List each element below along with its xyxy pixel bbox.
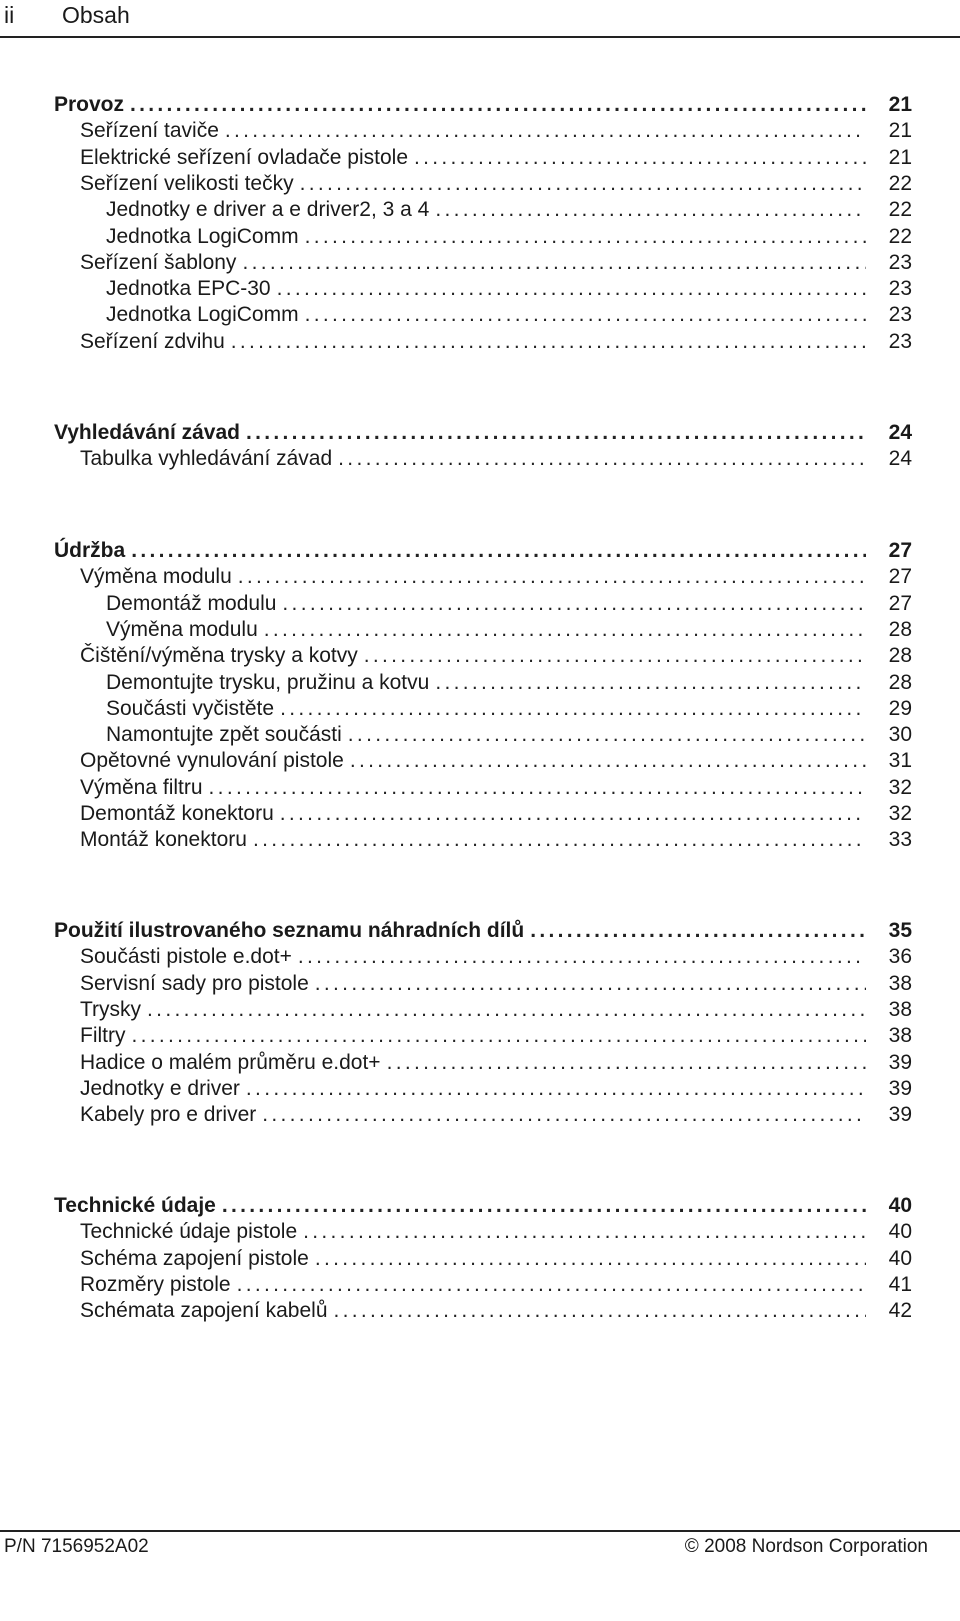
toc-page-number: 35 [888, 919, 912, 942]
toc-entry-label: Servisní sady pro pistole [80, 971, 309, 995]
dot-leader [253, 827, 866, 853]
toc-entry-label: Opětovné vynulování pistole [80, 749, 344, 773]
toc-entry[interactable] [80, 145, 912, 171]
dot-leader [282, 591, 866, 617]
dot-leader [348, 722, 866, 748]
toc-entry-label: Technické údaje [54, 1194, 216, 1217]
toc-entry-label: Seřízení taviče [80, 119, 219, 143]
toc-entry[interactable] [106, 276, 912, 302]
toc-entry-label: Hadice o malém průměru e.dot+ [80, 1050, 381, 1074]
toc-entry[interactable] [80, 1102, 912, 1128]
dot-leader [231, 329, 866, 355]
dot-leader [435, 197, 866, 223]
dot-leader [280, 696, 866, 722]
toc-page-number: 39 [888, 1050, 912, 1074]
toc-page-number: 21 [888, 119, 912, 143]
toc-entry[interactable] [80, 775, 912, 801]
dot-leader [303, 1219, 866, 1245]
toc-entry[interactable] [80, 1246, 912, 1272]
dot-leader [300, 171, 866, 197]
toc-page-number: 23 [888, 277, 912, 301]
dot-leader [315, 971, 866, 997]
toc-page-number: 40 [888, 1194, 912, 1217]
page-footer [0, 1530, 960, 1621]
toc-entry-label: Provoz [54, 93, 125, 116]
toc-entry-label: Montáž konektoru [80, 828, 247, 852]
dot-leader [264, 617, 866, 643]
toc-entry-label: Kabely pro e driver [80, 1103, 257, 1127]
toc-page-number: 27 [888, 591, 912, 615]
toc-entry[interactable] [106, 670, 912, 696]
toc-page-number: 21 [888, 93, 912, 116]
toc-entry-label: Jednotky e driver a e driver2, 3 a 4 [106, 198, 430, 222]
toc-entry-label: Vyhledávání závad [54, 421, 240, 444]
dot-leader [364, 643, 866, 669]
toc-page-number: 38 [888, 1024, 912, 1048]
toc-page-number: 32 [888, 802, 912, 825]
toc-entry[interactable] [106, 696, 912, 722]
toc-entry-label: Jednotky e driver [80, 1076, 240, 1100]
toc-entry[interactable] [106, 224, 912, 250]
toc-entry[interactable] [106, 302, 912, 328]
toc-entry-label: Použití ilustrovaného seznamu náhradních dílů [54, 919, 525, 942]
dot-leader [147, 997, 866, 1023]
toc-entry-label: Výměna filtru [80, 775, 203, 799]
toc-entry[interactable] [80, 564, 912, 590]
toc-entry[interactable] [80, 171, 912, 197]
dot-leader [209, 775, 866, 801]
toc-entry[interactable] [106, 591, 912, 617]
dot-leader [387, 1050, 866, 1076]
toc-entry[interactable] [80, 118, 912, 144]
toc-heading[interactable] [54, 420, 912, 446]
toc-heading[interactable] [54, 538, 912, 564]
toc-page-number: 42 [888, 1299, 912, 1323]
toc-entry[interactable] [80, 801, 912, 827]
toc-page-number: 28 [888, 644, 912, 668]
toc-page-number: 32 [888, 775, 912, 799]
dot-leader [305, 302, 866, 328]
toc-entry-label: Demontáž konektoru [80, 802, 274, 825]
dot-leader [238, 564, 866, 590]
toc-page-number: 39 [888, 1076, 912, 1100]
page-number: ii [4, 2, 15, 28]
toc-page-number: 30 [888, 723, 912, 747]
toc-entry[interactable] [80, 1219, 912, 1245]
toc-entry[interactable] [80, 1050, 912, 1076]
dot-leader [280, 801, 866, 827]
part-number: P/N 7156952A02 [4, 1536, 149, 1557]
toc-page-number: 28 [888, 670, 912, 694]
toc-entry-label: Výměna modulu [106, 617, 258, 641]
dot-leader [315, 1246, 866, 1272]
dot-leader [246, 420, 866, 446]
toc-entry-label: Jednotka LogiComm [106, 303, 299, 327]
dot-leader [246, 1076, 866, 1102]
toc-entry[interactable] [80, 1076, 912, 1102]
toc-page-number: 21 [888, 145, 912, 169]
toc-page-number: 22 [888, 171, 912, 195]
dot-leader [130, 92, 866, 118]
toc-heading[interactable] [54, 1193, 912, 1219]
toc-entry-label: Schémata zapojení kabelů [80, 1299, 328, 1323]
toc-page-number: 27 [888, 539, 912, 562]
toc-page-number: 36 [888, 945, 912, 969]
toc-entry-label: Demontáž modulu [106, 591, 277, 615]
toc-entry-label: Rozměry pistole [80, 1272, 231, 1296]
toc-page-number: 40 [888, 1220, 912, 1244]
dot-leader [305, 224, 866, 250]
toc-heading[interactable] [54, 92, 912, 118]
toc-page-number: 39 [888, 1103, 912, 1127]
toc-entry-label: Trysky [80, 997, 142, 1021]
toc-entry[interactable] [80, 1023, 912, 1049]
page-title: Obsah [62, 2, 130, 28]
toc-entry[interactable] [80, 1298, 912, 1324]
dot-leader [131, 538, 866, 564]
dot-leader [237, 1272, 866, 1298]
dot-leader [530, 918, 866, 944]
dot-leader [262, 1102, 866, 1128]
toc-entry-label: Jednotka EPC-30 [106, 277, 271, 301]
toc-entry[interactable] [80, 446, 912, 472]
toc-entry[interactable] [106, 722, 912, 748]
toc-page-number: 24 [888, 447, 912, 471]
toc-page-number: 23 [888, 329, 912, 353]
toc-page-number: 31 [888, 749, 912, 773]
toc-page-number: 22 [888, 224, 912, 248]
toc-entry[interactable] [80, 944, 912, 970]
toc-page-number: 33 [888, 828, 912, 852]
dot-leader [222, 1193, 866, 1219]
toc-entry-label: Tabulka vyhledávání závad [80, 447, 333, 471]
toc-page-number: 27 [888, 565, 912, 589]
toc-entry-label: Součásti vyčistěte [106, 696, 275, 720]
dot-leader [277, 276, 866, 302]
toc-entry-label: Namontujte zpět součásti [106, 723, 342, 747]
page-header [0, 0, 960, 38]
toc-entry[interactable] [80, 1272, 912, 1298]
toc-entry[interactable] [80, 997, 912, 1023]
toc-entry[interactable] [80, 827, 912, 853]
toc-page-number: 24 [888, 421, 912, 444]
toc-entry[interactable] [80, 643, 912, 669]
toc-entry-label: Filtry [80, 1024, 126, 1048]
toc-entry-label: Elektrické seřízení ovladače pistole [80, 145, 408, 169]
dot-leader [242, 250, 866, 276]
toc-entry-label: Technické údaje pistole [80, 1220, 298, 1244]
toc-entry[interactable] [106, 197, 912, 223]
toc-entry-label: Údržba [54, 539, 126, 562]
dot-leader [350, 748, 866, 774]
toc-entry-label: Seřízení šablony [80, 250, 237, 274]
toc-page-number: 38 [888, 971, 912, 995]
toc-entry-label: Seřízení zdvihu [80, 329, 225, 353]
toc-entry-label: Součásti pistole e.dot+ [80, 945, 292, 969]
toc-page-number: 22 [888, 198, 912, 222]
dot-leader [338, 446, 866, 472]
copyright: © 2008 Nordson Corporation [684, 1536, 928, 1557]
toc-entry[interactable] [80, 971, 912, 997]
toc-page-number: 28 [888, 617, 912, 641]
toc-page-number: 29 [888, 696, 912, 720]
toc-entry[interactable] [106, 617, 912, 643]
toc-entry-label: Jednotka LogiComm [106, 224, 299, 248]
dot-leader [435, 670, 866, 696]
toc-page-number: 41 [888, 1272, 912, 1296]
toc-entry-label: Čištění/výměna trysky a kotvy [80, 644, 358, 668]
dot-leader [225, 118, 866, 144]
toc-entry-label: Demontujte trysku, pružinu a kotvu [106, 670, 430, 694]
toc-entry-label: Seřízení velikosti tečky [80, 171, 294, 195]
toc-entry[interactable] [80, 250, 912, 276]
toc-heading[interactable] [54, 918, 912, 944]
toc-page-number: 40 [888, 1246, 912, 1270]
toc-entry[interactable] [80, 329, 912, 355]
dot-leader [334, 1298, 867, 1324]
toc-page-number: 23 [888, 303, 912, 327]
dot-leader [132, 1023, 867, 1049]
dot-leader [414, 145, 866, 171]
toc-entry-label: Výměna modulu [80, 565, 232, 589]
toc-page-number: 23 [888, 250, 912, 274]
toc-page-number: 38 [888, 997, 912, 1021]
toc-entry-label: Schéma zapojení pistole [80, 1246, 309, 1270]
dot-leader [298, 944, 866, 970]
toc-entry[interactable] [80, 748, 912, 774]
